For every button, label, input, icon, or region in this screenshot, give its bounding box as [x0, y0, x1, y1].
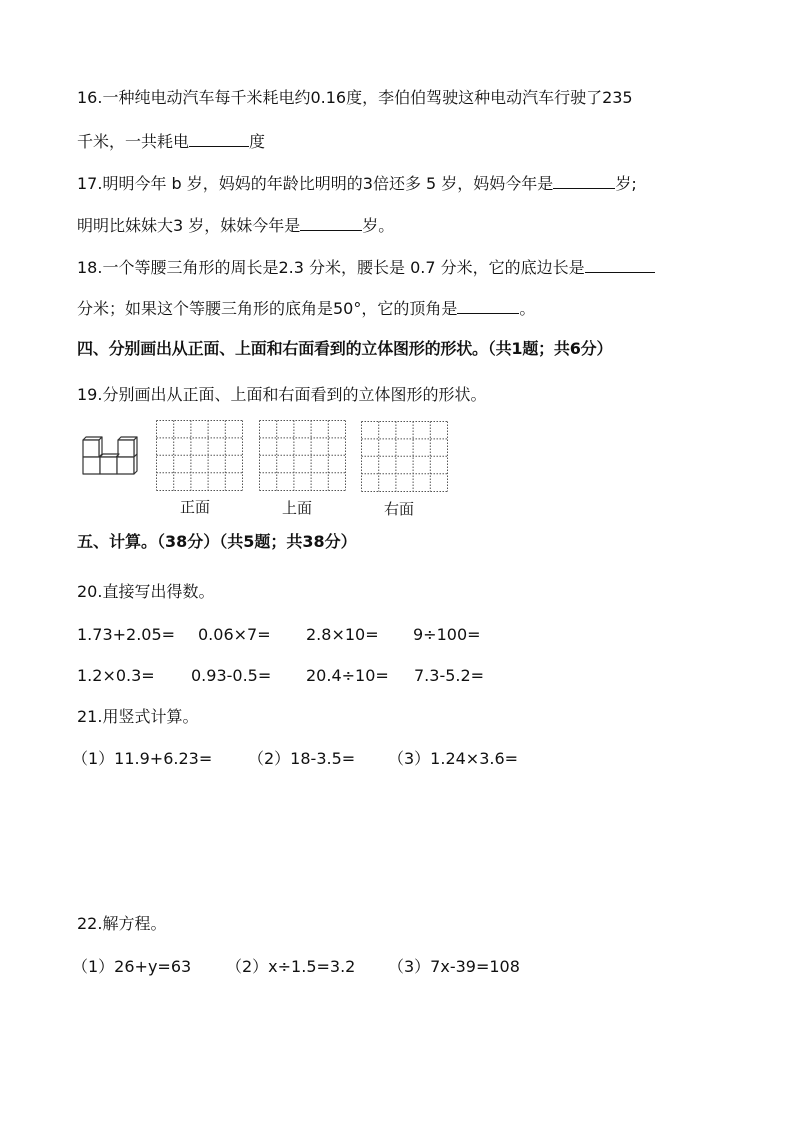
- q17-line2: [77, 214, 394, 236]
- q20-problem: 20.4÷10=: [306, 666, 389, 685]
- q20-problem: 0.06×7=: [198, 625, 271, 644]
- q17-line1-unit: 岁;: [615, 174, 637, 193]
- q20-problem: 7.3-5.2=: [414, 666, 485, 685]
- q18-line2-text: 分米；如果这个等腰三角形的底角是50°，它的顶角是: [77, 299, 458, 318]
- q22-item: （1）26+y=63: [72, 957, 192, 976]
- q20-problem: 2.8×10=: [306, 625, 379, 644]
- q22-item: （2）x÷1.5=3.2: [226, 957, 356, 976]
- right-view-grid[interactable]: [361, 421, 448, 492]
- q18-line2: [77, 297, 535, 319]
- section4-heading: 四、分别画出从正面、上面和右面看到的立体图形的形状。（共1题；共6分）: [77, 339, 613, 358]
- q17-line2-text: 明明比妹妹大3 岁，妹妹今年是: [77, 216, 301, 235]
- top-view-grid[interactable]: [259, 420, 346, 491]
- front-view-grid[interactable]: [156, 420, 243, 491]
- q16-line2-unit: 度: [249, 132, 266, 151]
- q17-line2-unit: 岁。: [362, 216, 395, 235]
- q22-item: （3）7x-39=108: [388, 957, 520, 976]
- q17-answer-blank-2[interactable]: [300, 214, 362, 231]
- cube-stack-figure: [80, 434, 142, 476]
- q20-problem: 0.93-0.5=: [191, 666, 272, 685]
- q16-answer-blank[interactable]: [189, 130, 249, 147]
- q20-problem: 1.73+2.05=: [77, 625, 176, 644]
- q20-problem: 9÷100=: [413, 625, 481, 644]
- q18-line1: [77, 256, 655, 278]
- grid-label-top: 上面: [282, 499, 313, 517]
- q22-text: 22.解方程。: [77, 914, 167, 933]
- grid-label-right: 右面: [384, 500, 415, 518]
- q18-line1-text: 18.一个等腰三角形的周长是2.3 分米，腰长是 0.7 分米，它的底边长是: [77, 258, 585, 277]
- q19-text: 19.分别画出从正面、上面和右面看到的立体图形的形状。: [77, 385, 487, 404]
- q16-line2-text: 千米，一共耗电: [77, 132, 190, 151]
- q21-item: （3）1.24×3.6=: [388, 749, 519, 768]
- q17-line1-text: 17.明明今年 b 岁，妈妈的年龄比明明的3倍还多 5 岁，妈妈今年是: [77, 174, 554, 193]
- section5-heading: 五、计算。（38分）（共5题；共38分）: [77, 532, 357, 551]
- q21-item: （2）18-3.5=: [248, 749, 356, 768]
- q20-text: 20.直接写出得数。: [77, 582, 215, 601]
- q18-answer-blank-2[interactable]: [457, 297, 519, 314]
- q20-problem: 1.2×0.3=: [77, 666, 155, 685]
- q17-answer-blank-1[interactable]: [553, 172, 615, 189]
- q16-line2: [77, 130, 265, 152]
- q21-text: 21.用竖式计算。: [77, 707, 199, 726]
- q17-line1: [77, 172, 637, 194]
- grid-label-front: 正面: [180, 498, 211, 516]
- q16-line1: 16.一种纯电动汽车每千米耗电约0.16度，李伯伯驾驶这种电动汽车行驶了235: [77, 88, 633, 107]
- q18-line2-end: 。: [519, 299, 536, 318]
- q21-item: （1）11.9+6.23=: [72, 749, 213, 768]
- q18-answer-blank-1[interactable]: [585, 256, 655, 273]
